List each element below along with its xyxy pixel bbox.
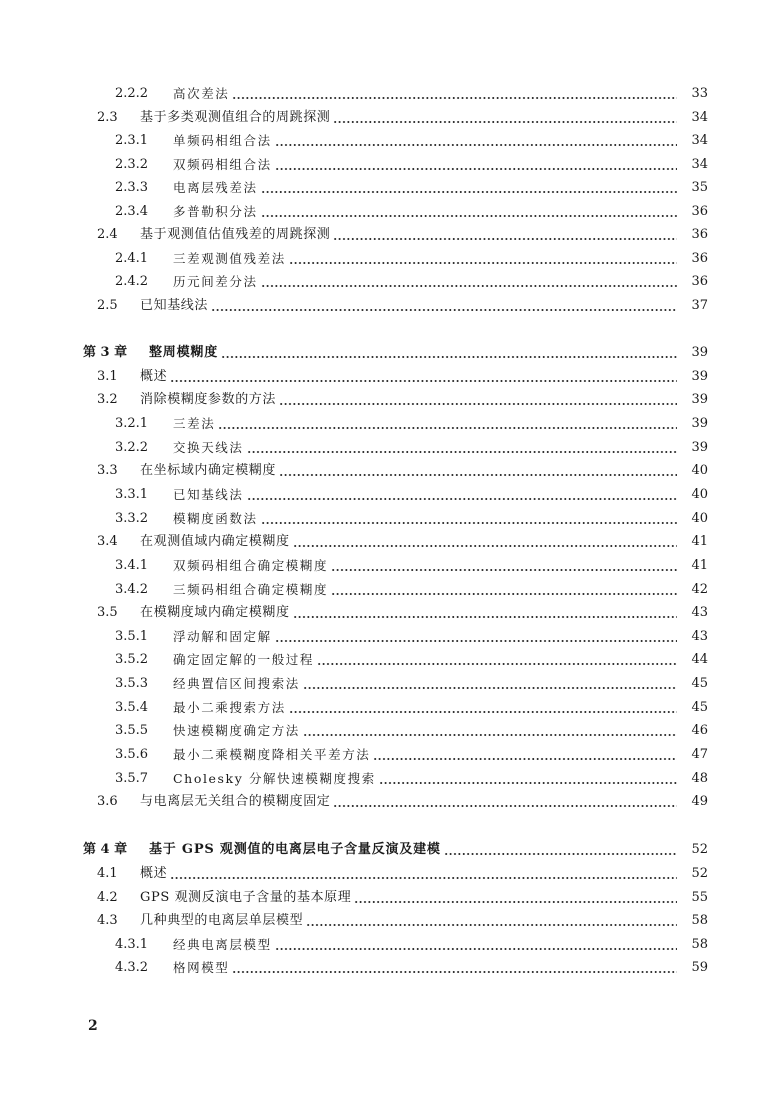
toc-entry-title: 整周模糊度 xyxy=(149,345,219,360)
toc-entry-number: 3.2 xyxy=(97,392,118,407)
toc-entry-page: 44 xyxy=(691,652,708,667)
toc-entry-title: 概述 xyxy=(140,369,168,384)
toc-section-entry xyxy=(0,720,766,742)
toc-entry-number: 4.3.1 xyxy=(115,937,149,952)
toc-section-entry xyxy=(0,413,766,435)
dot-leader xyxy=(317,663,677,665)
toc-entry-number: 第 3 章 xyxy=(83,345,128,360)
dot-leader xyxy=(261,285,677,287)
toc-entry-page: 34 xyxy=(691,110,708,125)
toc-entry-page: 37 xyxy=(691,298,708,313)
dot-leader xyxy=(247,451,677,453)
toc-entry-page: 58 xyxy=(691,937,708,952)
toc-section-entry xyxy=(0,934,766,956)
toc-entry-page: 42 xyxy=(691,582,708,597)
toc-chapter-entry xyxy=(0,839,766,861)
dot-leader xyxy=(275,640,677,642)
toc-section-entry xyxy=(0,107,766,129)
toc-entry-page: 40 xyxy=(691,511,708,526)
toc-section-entry xyxy=(0,791,766,813)
dot-leader xyxy=(221,356,677,358)
toc-entry-page: 59 xyxy=(691,960,708,975)
toc-section-entry xyxy=(0,508,766,530)
toc-section-entry xyxy=(0,768,766,790)
toc-entry-page: 39 xyxy=(691,440,708,455)
toc-section-entry xyxy=(0,863,766,885)
toc-entry-title: 基于 GPS 观测值的电离层电子含量反演及建模 xyxy=(149,842,441,857)
toc-entry-title: 基于观测值估值残差的周跳探测 xyxy=(140,227,331,242)
dot-leader xyxy=(279,403,677,405)
toc-section-entry xyxy=(0,248,766,270)
toc-entry-page: 34 xyxy=(691,133,708,148)
dot-leader xyxy=(170,877,677,879)
toc-section-entry xyxy=(0,295,766,317)
toc-entry-title: 双频码相组合确定模糊度 xyxy=(173,558,329,573)
toc-entry-number: 3.4.1 xyxy=(115,558,149,573)
toc-entry-page: 46 xyxy=(691,723,708,738)
toc-entry-title: 经典电离层模型 xyxy=(173,937,272,952)
dot-leader xyxy=(331,593,677,595)
toc-entry-title: 消除模糊度参数的方法 xyxy=(140,392,277,407)
toc-section-entry xyxy=(0,460,766,482)
toc-section-entry xyxy=(0,910,766,932)
toc-section-entry xyxy=(0,697,766,719)
toc-entry-number: 3.3.2 xyxy=(115,511,149,526)
toc-section-entry xyxy=(0,579,766,601)
toc-entry-title: 已知基线法 xyxy=(140,298,209,313)
toc-entry-title: 确定固定解的一般过程 xyxy=(173,652,315,667)
dot-leader xyxy=(218,427,677,429)
toc-entry-title: 经典置信区间搜索法 xyxy=(173,676,300,691)
toc-section-entry xyxy=(0,224,766,246)
dot-leader xyxy=(354,901,677,903)
toc-entry-title: 电离层残差法 xyxy=(173,180,258,195)
toc-section-entry xyxy=(0,957,766,979)
toc-entry-title: 在模糊度域内确定模糊度 xyxy=(140,605,290,620)
toc-entry-number: 2.4.1 xyxy=(115,251,149,266)
dot-leader xyxy=(373,758,677,760)
toc-entry-page: 41 xyxy=(691,558,708,573)
toc-entry-title: 概述 xyxy=(140,866,168,881)
dot-leader xyxy=(275,168,677,170)
toc-entry-title: 高次差法 xyxy=(173,86,230,101)
toc-entry-title: 最小二乘搜索方法 xyxy=(173,700,286,715)
toc-entry-page: 43 xyxy=(691,605,708,620)
toc-entry-title: 单频码相组合法 xyxy=(173,133,272,148)
toc-entry-page: 36 xyxy=(691,274,708,289)
toc-entry-page: 52 xyxy=(691,866,708,881)
toc-section-entry xyxy=(0,271,766,293)
toc-entry-number: 3.4.2 xyxy=(115,582,149,597)
toc-entry-number: 2.3 xyxy=(97,110,118,125)
dot-leader xyxy=(279,474,677,476)
toc-entry-page: 39 xyxy=(691,392,708,407)
toc-section-entry xyxy=(0,201,766,223)
toc-entry-page: 39 xyxy=(691,345,708,360)
toc-entry-page: 40 xyxy=(691,487,708,502)
toc-entry-title: 在观测值域内确定模糊度 xyxy=(140,534,290,549)
toc-entry-number: 3.5.5 xyxy=(115,723,149,738)
dot-leader xyxy=(261,191,677,193)
toc-entry-number: 4.2 xyxy=(97,890,118,905)
toc-section-entry xyxy=(0,626,766,648)
toc-section-entry xyxy=(0,602,766,624)
toc-entry-page: 47 xyxy=(691,747,708,762)
toc-entry-title: 快速模糊度确定方法 xyxy=(173,723,300,738)
toc-entry-page: 39 xyxy=(691,416,708,431)
dot-leader xyxy=(333,238,677,240)
toc-section-entry xyxy=(0,154,766,176)
toc-entry-number: 2.3.4 xyxy=(115,204,149,219)
toc-section-entry xyxy=(0,887,766,909)
toc-entry-page: 34 xyxy=(691,157,708,172)
toc-entry-number: 3.5.7 xyxy=(115,771,149,786)
toc-entry-title: 在坐标域内确定模糊度 xyxy=(140,463,277,478)
toc-entry-number: 2.3.3 xyxy=(115,180,149,195)
toc-entry-number: 第 4 章 xyxy=(83,842,128,857)
toc-entry-number: 2.3.1 xyxy=(115,133,149,148)
toc-entry-number: 3.5.3 xyxy=(115,676,149,691)
toc-entry-title: 交换天线法 xyxy=(173,440,244,455)
toc-entry-number: 2.4.2 xyxy=(115,274,149,289)
toc-section-entry xyxy=(0,744,766,766)
dot-leader xyxy=(289,711,677,713)
toc-entry-title: 历元间差分法 xyxy=(173,274,258,289)
toc-entry-page: 43 xyxy=(691,629,708,644)
page-number: 2 xyxy=(88,1018,98,1034)
toc-entry-title: 三差观测值残差法 xyxy=(173,251,286,266)
toc-entry-title: 三频码相组合确定模糊度 xyxy=(173,582,329,597)
toc-entry-page: 49 xyxy=(691,794,708,809)
dot-leader xyxy=(306,924,677,926)
toc-entry-number: 2.2.2 xyxy=(115,86,149,101)
toc-entry-page: 52 xyxy=(691,842,708,857)
toc-section-entry xyxy=(0,531,766,553)
toc-entry-page: 55 xyxy=(691,890,708,905)
dot-leader xyxy=(331,569,677,571)
toc-entry-title: Cholesky 分解快速模糊度搜索 xyxy=(173,771,376,786)
toc-section-entry xyxy=(0,177,766,199)
toc-section-entry xyxy=(0,389,766,411)
toc-entry-number: 3.2.1 xyxy=(115,416,149,431)
toc-entry-page: 33 xyxy=(691,86,708,101)
toc-entry-title: 浮动解和固定解 xyxy=(173,629,272,644)
toc-entry-page: 45 xyxy=(691,700,708,715)
dot-leader xyxy=(275,144,677,146)
toc-section-entry xyxy=(0,366,766,388)
toc-entry-number: 3.5.4 xyxy=(115,700,149,715)
toc-entry-page: 36 xyxy=(691,204,708,219)
toc-entry-page: 39 xyxy=(691,369,708,384)
dot-leader xyxy=(303,734,677,736)
toc-entry-number: 3.5.1 xyxy=(115,629,149,644)
toc-entry-title: 基于多类观测值组合的周跳探测 xyxy=(140,110,331,125)
dot-leader xyxy=(247,498,677,500)
toc-section-entry xyxy=(0,437,766,459)
toc-entry-page: 48 xyxy=(691,771,708,786)
toc-entry-page: 36 xyxy=(691,251,708,266)
toc-entry-number: 3.5 xyxy=(97,605,118,620)
dot-leader xyxy=(232,971,677,973)
toc-entry-number: 3.2.2 xyxy=(115,440,149,455)
dot-leader xyxy=(333,805,677,807)
toc-entry-page: 45 xyxy=(691,676,708,691)
dot-leader xyxy=(289,262,677,264)
dot-leader xyxy=(261,522,677,524)
toc-entry-page: 58 xyxy=(691,913,708,928)
toc-entry-number: 3.1 xyxy=(97,369,118,384)
toc-entry-number: 2.4 xyxy=(97,227,118,242)
toc-entry-title: 已知基线法 xyxy=(173,487,244,502)
toc-entry-title: 三差法 xyxy=(173,416,216,431)
dot-leader xyxy=(303,687,677,689)
toc-entry-title: 双频码相组合法 xyxy=(173,157,272,172)
toc-entry-page: 41 xyxy=(691,534,708,549)
dot-leader xyxy=(379,782,677,784)
dot-leader xyxy=(261,215,677,217)
toc-entry-number: 4.1 xyxy=(97,866,118,881)
toc-section-entry xyxy=(0,649,766,671)
toc-entry-title: GPS 观测反演电子含量的基本原理 xyxy=(140,890,352,905)
toc-entry-title: 格网模型 xyxy=(173,960,230,975)
toc-entry-page: 40 xyxy=(691,463,708,478)
toc-entry-title: 多普勒积分法 xyxy=(173,204,258,219)
toc-section-entry xyxy=(0,83,766,105)
toc-entry-number: 4.3 xyxy=(97,913,118,928)
toc-entry-title: 与电离层无关组合的模糊度固定 xyxy=(140,794,331,809)
toc-chapter-entry xyxy=(0,342,766,364)
toc-entry-title: 模糊度函数法 xyxy=(173,511,258,526)
toc-entry-number: 3.3.1 xyxy=(115,487,149,502)
toc-section-entry xyxy=(0,130,766,152)
dot-leader xyxy=(232,97,677,99)
toc-entry-number: 3.5.2 xyxy=(115,652,149,667)
dot-leader xyxy=(444,853,677,855)
toc-entry-number: 3.4 xyxy=(97,534,118,549)
dot-leader xyxy=(333,121,677,123)
toc-section-entry xyxy=(0,673,766,695)
toc-entry-page: 35 xyxy=(691,180,708,195)
toc-entry-title: 最小二乘模糊度降相关平差方法 xyxy=(173,747,371,762)
dot-leader xyxy=(211,309,677,311)
toc-entry-number: 2.3.2 xyxy=(115,157,149,172)
toc-section-entry xyxy=(0,484,766,506)
toc-entry-page: 36 xyxy=(691,227,708,242)
toc-entry-title: 几种典型的电离层单层模型 xyxy=(140,913,304,928)
toc-entry-number: 3.5.6 xyxy=(115,747,149,762)
dot-leader xyxy=(275,948,677,950)
toc-section-entry xyxy=(0,555,766,577)
dot-leader xyxy=(293,616,677,618)
toc-entry-number: 2.5 xyxy=(97,298,118,313)
toc-entry-number: 4.3.2 xyxy=(115,960,149,975)
toc-entry-number: 3.6 xyxy=(97,794,118,809)
toc-entry-number: 3.3 xyxy=(97,463,118,478)
dot-leader xyxy=(170,380,677,382)
dot-leader xyxy=(293,545,677,547)
